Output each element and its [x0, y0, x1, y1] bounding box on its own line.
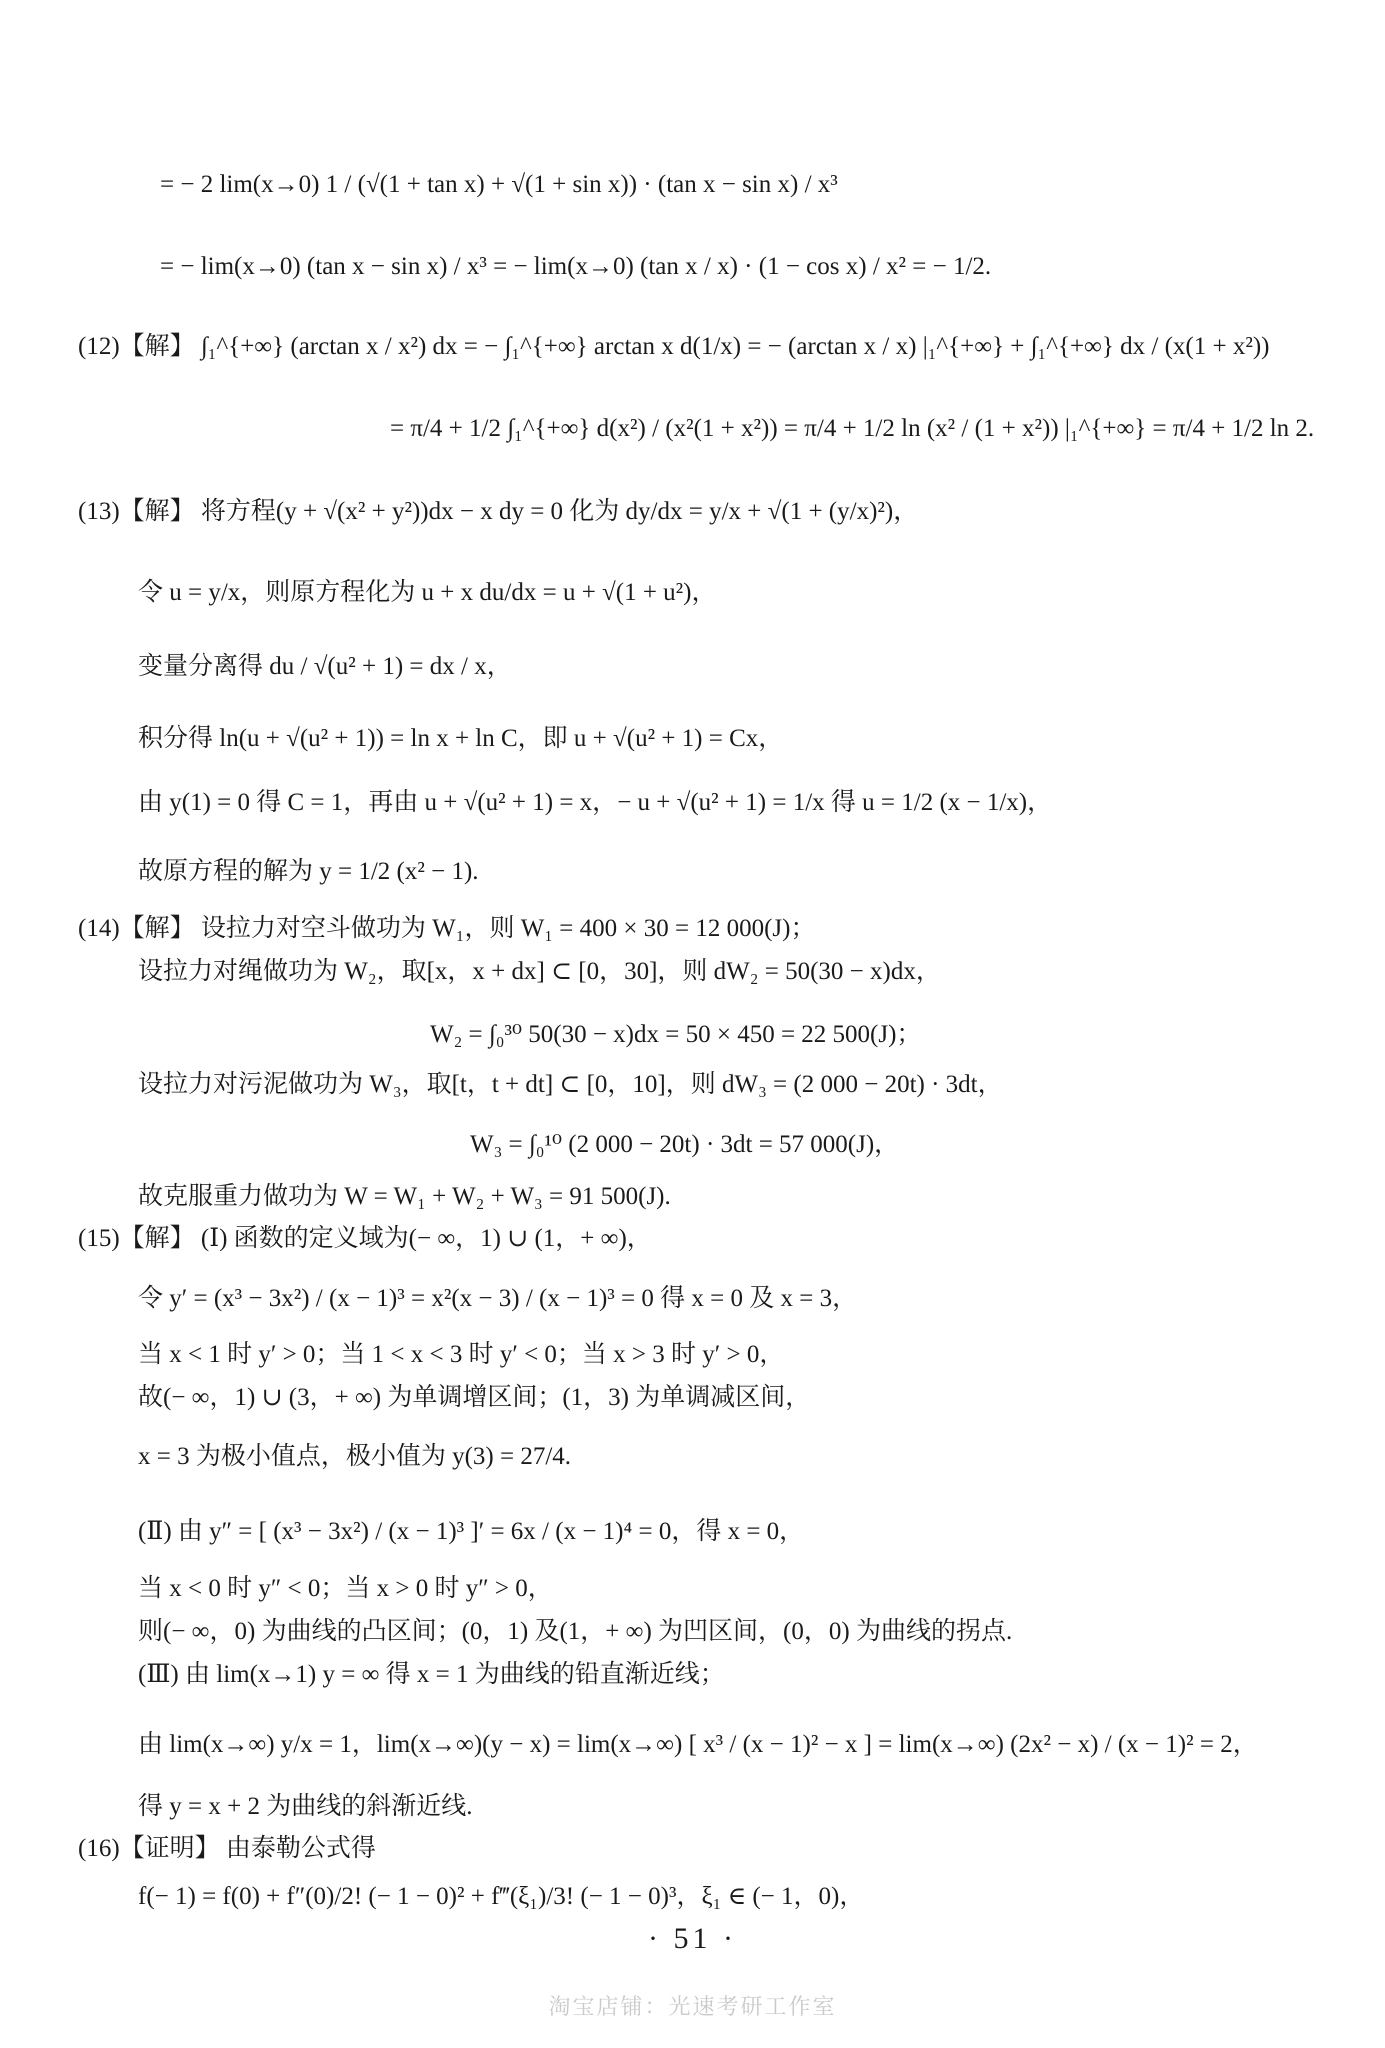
text-line: = π/4 + 1/2 ∫₁^{+∞} d(x²) / (x²(1 + x²)) = π/4 + 1/2 ln (x² / (1 + x²)) |₁^{+∞} = π/4 + 1/2 ln 2. — [390, 415, 1315, 442]
text-line: 故原方程的解为 y = 1/2 (x² − 1). — [138, 858, 479, 885]
watermark: 淘宝店铺：光速考研工作室 — [548, 1995, 837, 2020]
text-line: 故克服重力做功为 W = W₁ + W₂ + W₃ = 91 500(J). — [138, 1183, 671, 1210]
text-line: f(− 1) = f(0) + f″(0)/2! (− 1 − 0)² + f‴(ξ₁)/3! (− 1 − 0)³，ξ₁ ∈ (− 1，0)， — [138, 1883, 865, 1910]
text-line: (Ⅱ) 由 y″ = [ (x³ − 3x²) / (x − 1)³ ]′ = 6x / (x − 1)⁴ = 0，得 x = 0， — [138, 1518, 805, 1545]
text-line: = − 2 lim(x→0) 1 / (√(1 + tan x) + √(1 + sin x)) · (tan x − sin x) / x³ — [160, 171, 838, 198]
text-line: 得 y = x + 2 为曲线的斜渐近线. — [138, 1793, 473, 1820]
text-line: W₃ = ∫₀¹⁰ (2 000 − 20t) · 3dt = 57 000(J)， — [470, 1131, 900, 1158]
text-line: x = 3 为极小值点，极小值为 y(3) = 27/4. — [138, 1443, 572, 1470]
text-line: 由 lim(x→∞) y/x = 1，lim(x→∞)(y − x) = lim(x→∞) [ x³ / (x − 1)² − x ] = lim(x→∞) (2x² − x) / (x − 1)² = 2， — [138, 1731, 1258, 1758]
text-line: 由 y(1) = 0 得 C = 1，再由 u + √(u² + 1) = x，− u + √(u² + 1) = 1/x 得 u = 1/2 (x − 1/x)， — [138, 789, 1053, 816]
text-line: 设拉力对污泥做功为 W₃，取[t，t + dt] ⊂ [0，10]，则 dW₃ = (2 000 − 20t) · 3dt， — [138, 1071, 1003, 1098]
text-line: = − lim(x→0) (tan x − sin x) / x³ = − lim(x→0) (tan x / x) · (1 − cos x) / x² = − 1/2. — [160, 253, 992, 280]
text-line: (16)【证明】 由泰勒公式得 — [78, 1835, 376, 1862]
text-line: W₂ = ∫₀³⁰ 50(30 − x)dx = 50 × 450 = 22 500(J)； — [430, 1021, 922, 1048]
text-line: (Ⅲ) 由 lim(x→1) y = ∞ 得 x = 1 为曲线的铅直渐近线； — [138, 1661, 725, 1688]
text-line: 令 u = y/x，则原方程化为 u + x du/dx = u + √(1 + u²)， — [138, 579, 717, 606]
text-line: 令 y′ = (x³ − 3x²) / (x − 1)³ = x²(x − 3) / (x − 1)³ = 0 得 x = 0 及 x = 3， — [138, 1285, 858, 1312]
text-line: 当 x < 1 时 y′ > 0；当 1 < x < 3 时 y′ < 0；当 x > 3 时 y′ > 0， — [138, 1341, 785, 1368]
text-line: 则(− ∞，0) 为曲线的凸区间；(0，1) 及(1，+ ∞) 为凹区间，(0，0) 为曲线的拐点. — [138, 1618, 1013, 1645]
text-line: 变量分离得 du / √(u² + 1) = dx / x， — [138, 653, 512, 680]
text-line: 当 x < 0 时 y″ < 0；当 x > 0 时 y″ > 0， — [138, 1575, 553, 1602]
text-line: 设拉力对绳做功为 W₂，取[x，x + dx] ⊂ [0，30]，则 dW₂ = 50(30 − x)dx， — [138, 958, 941, 985]
text-line: 故(− ∞，1) ∪ (3，+ ∞) 为单调增区间；(1，3) 为单调减区间， — [138, 1384, 811, 1411]
text-line: (13)【解】 将方程(y + √(x² + y²))dx − x dy = 0 化为 dy/dx = y/x + √(1 + (y/x)²)， — [78, 498, 919, 525]
text-line: (14)【解】 设拉力对空斗做功为 W₁，则 W₁ = 400 × 30 = 12 000(J)； — [78, 915, 816, 942]
text-line: 积分得 ln(u + √(u² + 1)) = ln x + ln C，即 u + √(u² + 1) = Cx， — [138, 725, 784, 752]
page-number: · 51 · — [648, 1922, 737, 1955]
text-line: (12)【解】 ∫₁^{+∞} (arctan x / x²) dx = − ∫₁^{+∞} arctan x d(1/x) = − (arctan x / x) |₁^{+∞} + ∫₁^{+∞} dx / (x(1 + x²)) — [78, 333, 1270, 360]
text-line: (15)【解】 (Ⅰ) 函数的定义域为(− ∞，1) ∪ (1，+ ∞)， — [78, 1225, 652, 1252]
